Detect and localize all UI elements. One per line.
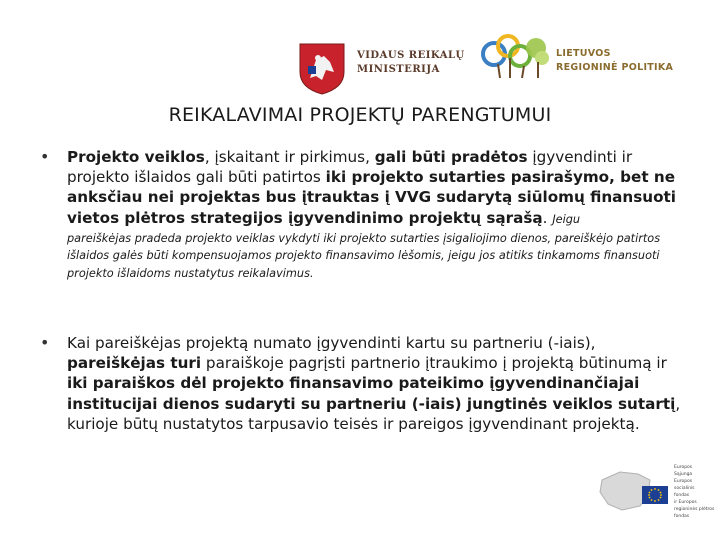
bullet-note: pareiškėjas pradeda projekto veiklas vykdyti iki projekto sutarties įsigaliojimo dienos, pareiškėjo patirtos išlaidos galės būti kompensuojamos projekto finansavimo lėšomis, jeigu jos atitiks tinkamoms finansuoti projekto išlaidoms nustatytus reikalavimus. <box>67 231 661 280</box>
eu-flag-lithuania-map-icon <box>598 466 670 528</box>
text-segment: . <box>542 208 553 227</box>
text-segment: pareiškėjas turi <box>67 354 202 373</box>
region-line2: REGIONINĖ POLITIKA <box>556 62 674 73</box>
eu-text-line: socialinis <box>674 486 695 491</box>
text-segment: gali būti pradėtos <box>374 148 528 166</box>
eu-text-line: Europos <box>674 465 693 470</box>
coat-of-arms-icon <box>296 42 348 96</box>
header-logos <box>0 30 720 100</box>
text-segment: , įskaitant ir pirkimus, <box>204 148 375 166</box>
eu-text-line: regioninės plėtros <box>674 507 715 512</box>
eu-text-line: Sąjunga <box>674 472 693 477</box>
text-segment: , kurioje būtų nustatytos tarpusavio teisės ir pareigos įgyvendinant projektą. <box>67 394 681 433</box>
ministry-name <box>357 49 465 77</box>
text-segment: įgyvendinti ir projekto išlaidos gali būti patirtos <box>67 148 633 187</box>
text-segment: paraiškoje pagrįsti partnerio įtraukimo į projektą būtinumą ir <box>201 354 667 373</box>
region-line1: LIETUVOS <box>556 48 611 59</box>
text-segment: iki paraiškos dėl projekto finansavimo pateikimo įgyvendinančiajai institucijai dienos sudaryti su partneriu (-iais) jungtinės veiklos sutartį <box>67 374 676 413</box>
eu-text-line: ir Europos <box>674 500 697 505</box>
slide-title: REIKALAVIMAI PROJEKTŲ PARENGTUMUI <box>168 104 552 126</box>
ministry-line1: VIDAUS REIKALŲ <box>357 50 465 61</box>
text-segment: Jeigu <box>552 212 581 226</box>
bullet-text-1 <box>67 147 682 282</box>
text-segment: Kai pareiškėjas projektą numato įgyvendinti kartu su partneriu (-iais), <box>67 334 596 352</box>
text-segment: iki projekto sutarties pasirašymo, bet ne anksčiau nei projektas bus įtrauktas į VVG sudarytą siūlomų finansuoti vietos plėtros strategijos įgyvendinimo projektų sąrašą <box>67 168 676 227</box>
regional-policy-logo-icon <box>480 32 552 82</box>
regional-policy-name <box>556 47 673 75</box>
eu-text-line: fondas <box>674 514 690 519</box>
text-segment: Projekto veiklos <box>67 148 205 166</box>
eu-text-line: Europos <box>674 479 693 484</box>
eu-funding-text <box>674 464 718 520</box>
bullet-text-2 <box>67 333 682 434</box>
ministry-line2: MINISTERIJA <box>357 64 440 75</box>
bullet-icon: • <box>40 333 50 352</box>
eu-text-line: fondas <box>674 493 690 498</box>
bullet-icon: • <box>40 147 50 166</box>
